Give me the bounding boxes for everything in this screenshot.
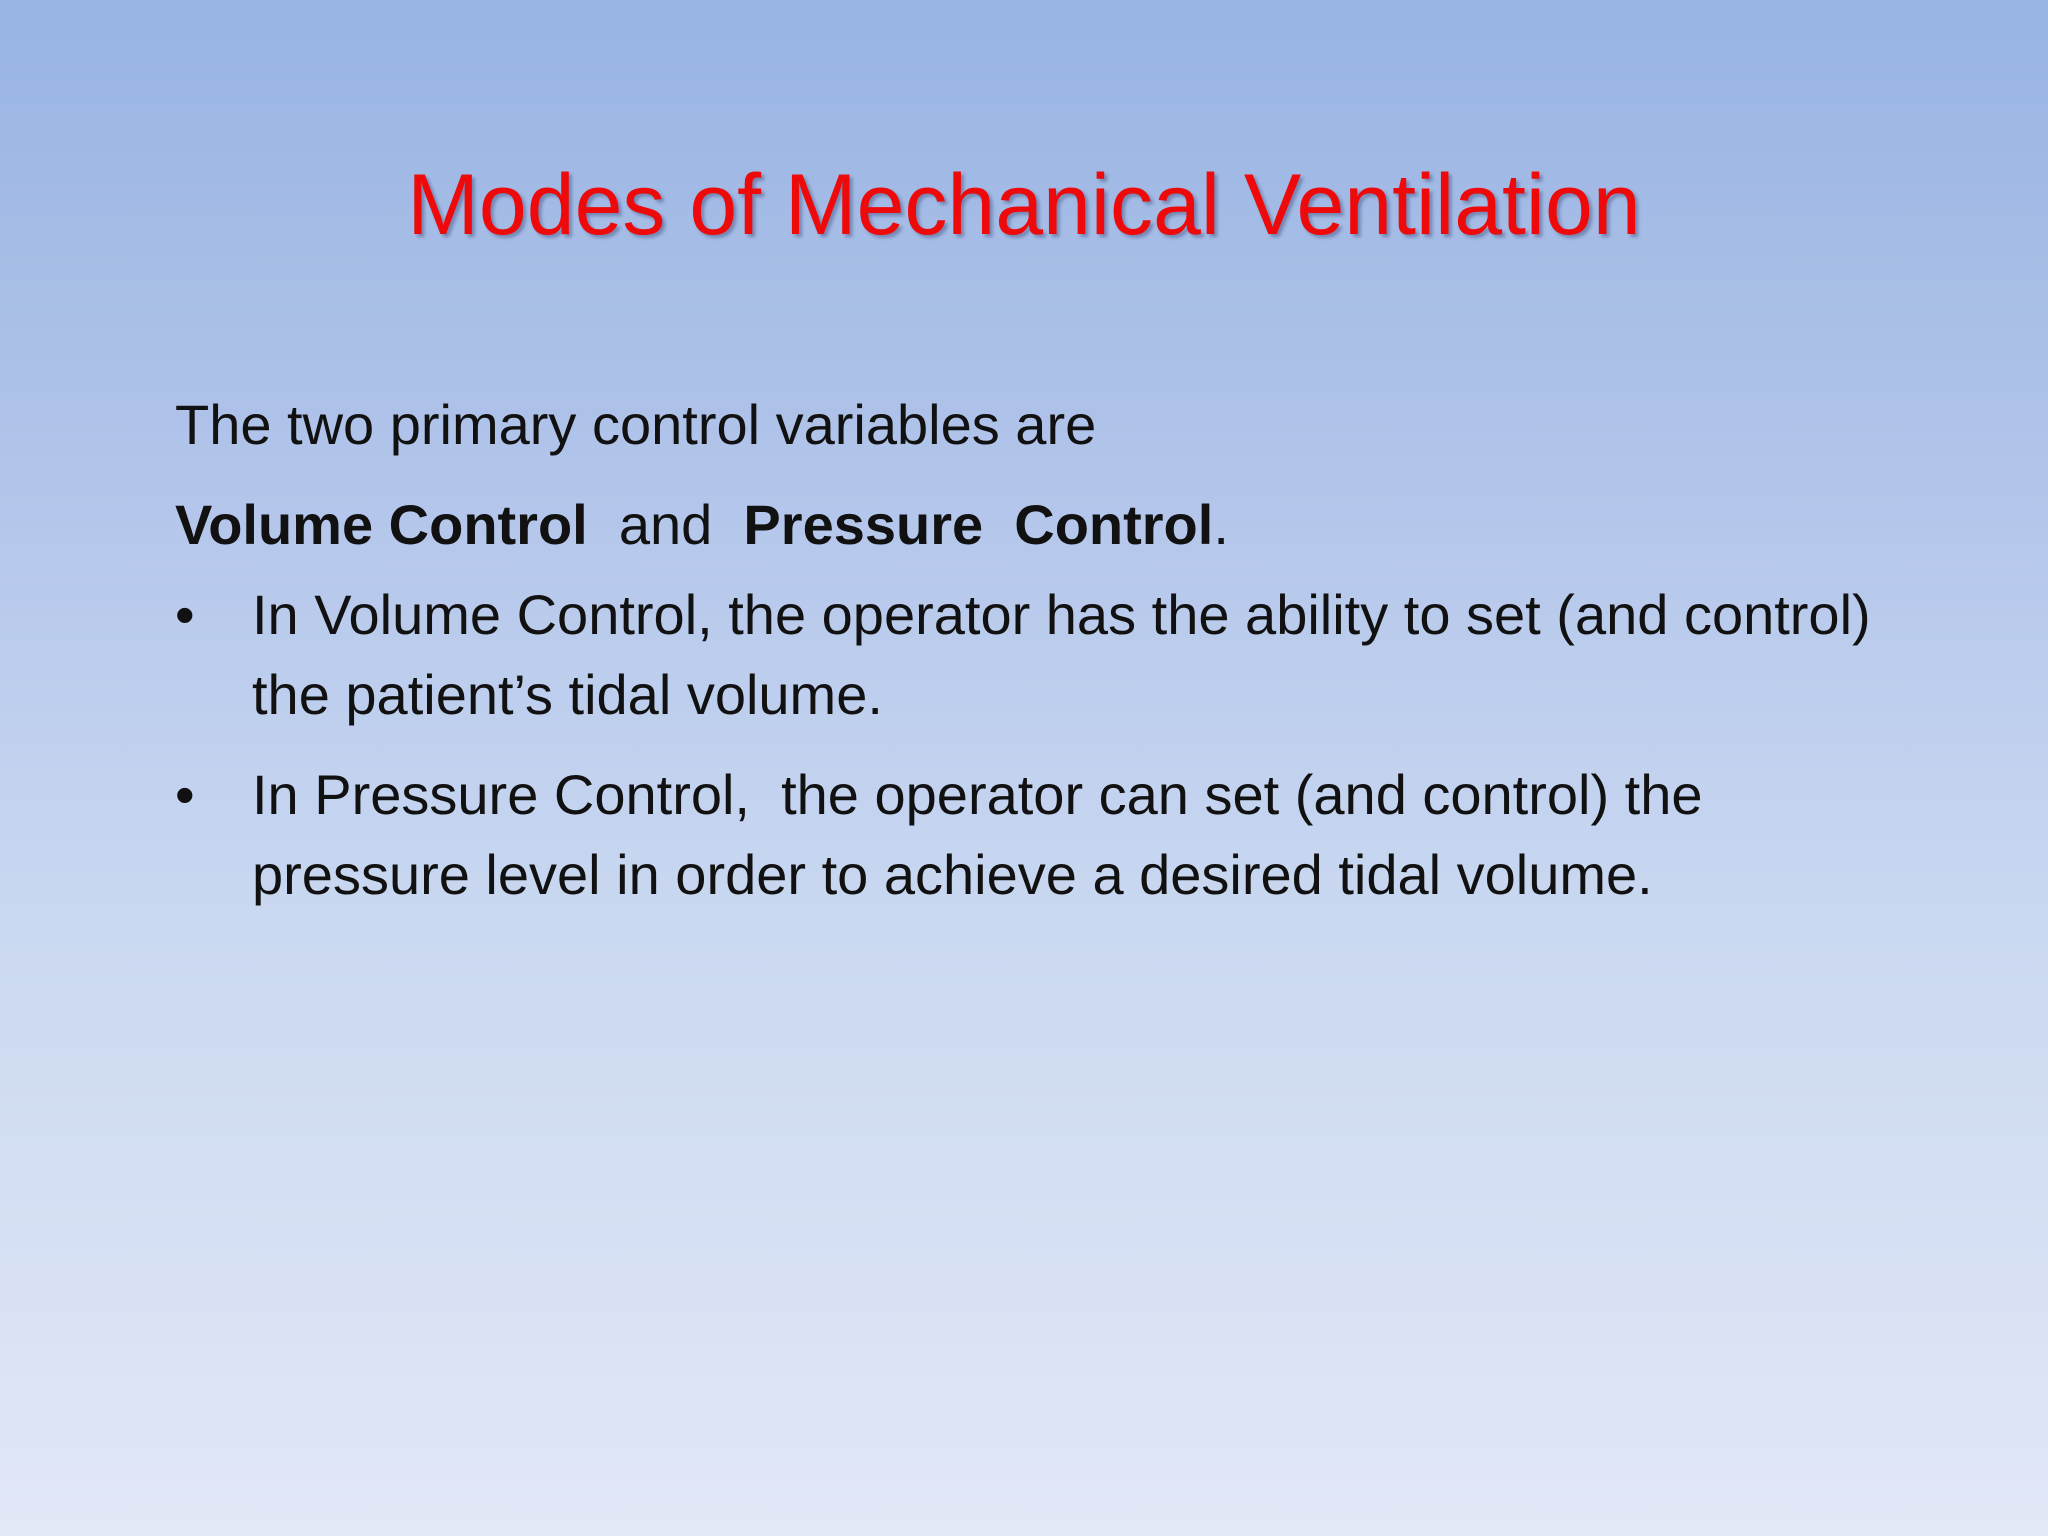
joiner-space-2 <box>712 493 743 556</box>
volume-control-term: Volume Control <box>175 493 588 556</box>
bullet-item <box>175 755 1935 915</box>
bullet-text-volume: In Volume Control, the operator has the ability to set (and control) the patient’s tidal volume. <box>252 583 1871 726</box>
pressure-control-term: Pressure Control <box>743 493 1214 556</box>
bullet-item <box>175 575 1935 735</box>
joiner-text: and <box>618 493 713 556</box>
bullet-icon: • <box>175 763 195 826</box>
intro-line: The two primary control variables are <box>175 393 1097 456</box>
bullet-icon: • <box>175 583 195 646</box>
sentence-end: . <box>1213 493 1229 556</box>
variables-line <box>175 475 1935 575</box>
bullet-text-pressure: In Pressure Control, the operator can set (and control) the pressure level in order to achieve a desired tidal volume. <box>252 763 1719 906</box>
slide-body <box>175 375 1935 915</box>
joiner-space-1 <box>588 493 619 556</box>
slide-title: Modes of Mechanical Ventilation <box>407 157 1641 253</box>
